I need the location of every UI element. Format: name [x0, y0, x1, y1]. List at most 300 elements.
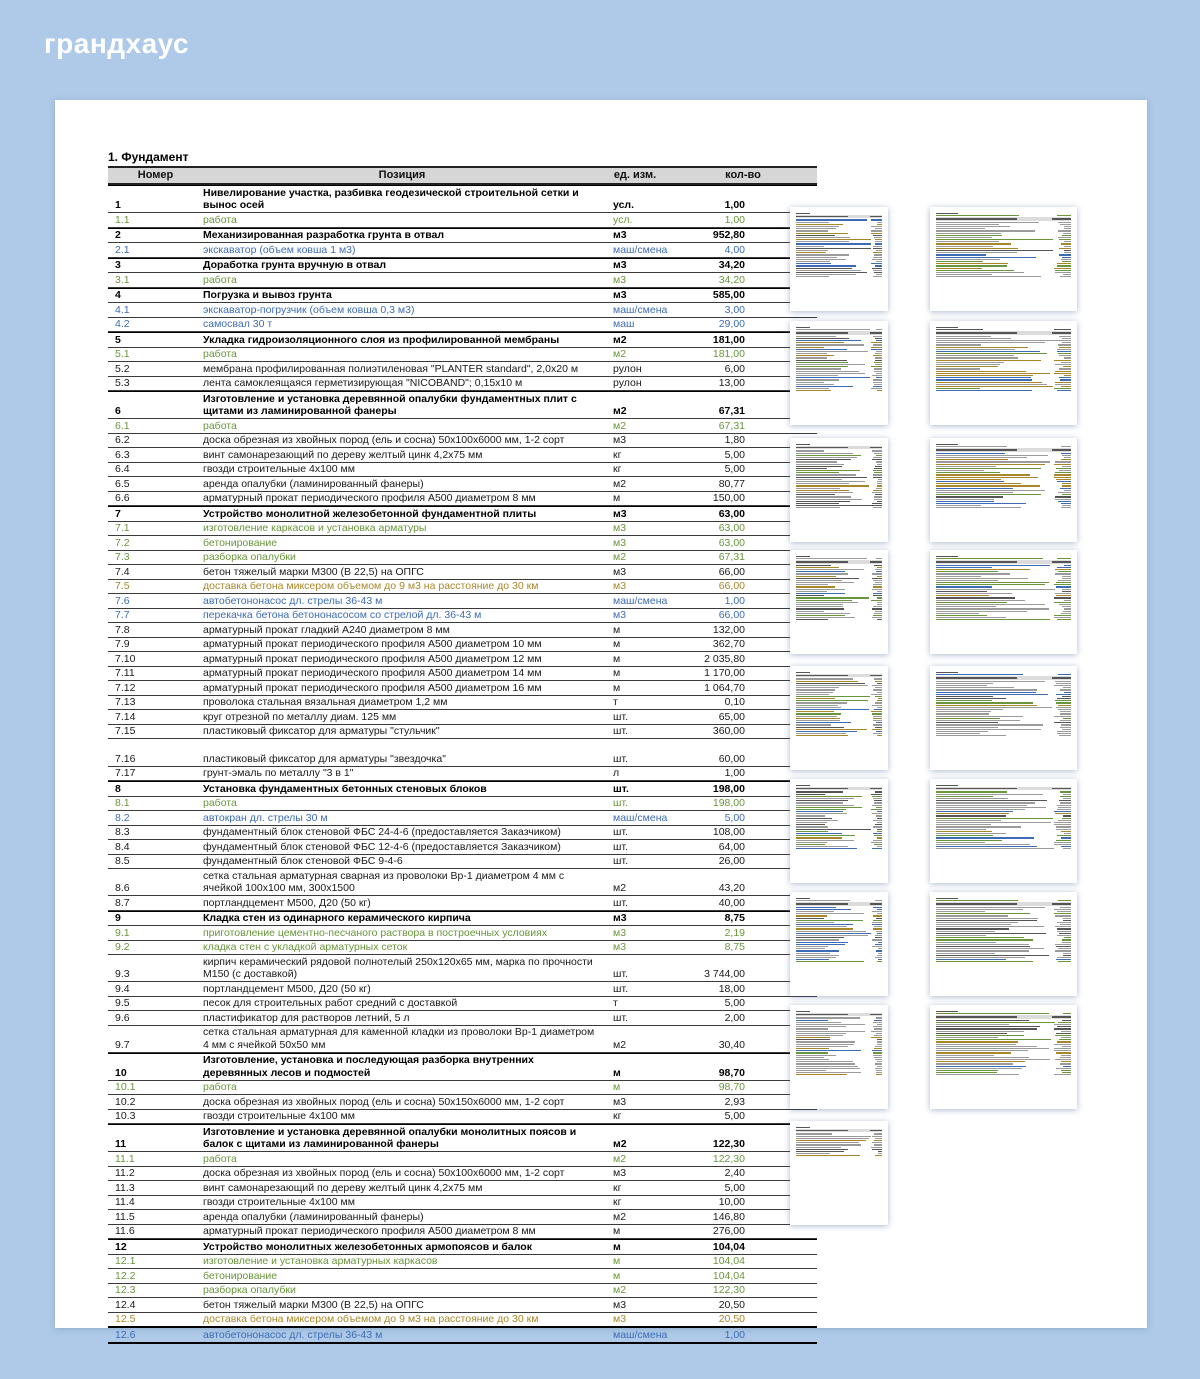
cell-quantity: 20,50 — [718, 1313, 745, 1325]
cell-quantity: 13,00 — [718, 377, 745, 389]
thumbnail-line — [936, 1063, 1071, 1064]
thumbnail-line — [936, 831, 1071, 832]
cell-unit: м2 — [613, 1284, 627, 1296]
cell-unit: кг — [613, 1110, 622, 1122]
thumbnail-line — [936, 353, 1071, 354]
thumbnail-line — [796, 457, 882, 458]
thumbnail-line — [796, 802, 882, 803]
thumbnail-line — [796, 565, 882, 566]
cell-position: разборка опалубки — [203, 551, 296, 563]
cell-unit: м2 — [613, 333, 627, 346]
thumbnail-line — [936, 837, 1071, 838]
thumbnail-line — [936, 505, 1071, 506]
cell-quantity: 67,31 — [718, 405, 745, 417]
thumbnail-line — [796, 597, 882, 598]
thumbnail-line — [936, 501, 1071, 502]
table-row — [108, 911, 817, 927]
thumbnail-line — [796, 674, 882, 677]
cell-number: 8.1 — [115, 797, 130, 809]
thumbnail-line — [796, 935, 882, 936]
thumbnail-line — [796, 505, 882, 506]
thumbnail-line — [936, 907, 1071, 908]
table-row — [108, 434, 817, 449]
thumbnail-line — [796, 798, 882, 799]
thumbnail-line — [936, 822, 1071, 823]
thumbnail-line — [936, 390, 1071, 391]
thumbnail-line — [796, 1147, 882, 1148]
cell-position: разборка опалубки — [203, 1284, 296, 1296]
thumbnail-line — [936, 604, 1071, 605]
thumbnail-line — [796, 591, 882, 592]
cell-number: 6.6 — [115, 492, 130, 504]
page-thumbnail — [790, 438, 888, 542]
cell-unit: м — [613, 667, 621, 679]
thumbnail-line — [796, 226, 882, 227]
thumbnail-line — [796, 371, 882, 372]
thumbnail-line — [936, 492, 1071, 493]
cell-quantity: 108,00 — [712, 826, 745, 838]
thumbnail-line — [936, 700, 1071, 701]
thumbnail-line — [796, 942, 882, 943]
cell-quantity: 2,93 — [724, 1095, 745, 1108]
thumbnail-line — [936, 582, 1071, 583]
thumbnail-line — [796, 678, 882, 679]
table-row — [108, 1081, 817, 1096]
thumbnail-line — [796, 342, 882, 343]
thumbnail-line — [936, 672, 1071, 673]
thumbnail-line — [796, 246, 882, 247]
thumbnail-line — [796, 224, 882, 225]
thumbnail-line — [936, 446, 1071, 447]
cell-quantity: 2,19 — [724, 926, 745, 939]
cell-unit: м2 — [613, 1038, 627, 1051]
thumbnail-line — [936, 807, 1071, 808]
thumbnail-line — [936, 617, 1071, 618]
thumbnail-line — [936, 900, 1071, 901]
thumbnail-line — [936, 1068, 1071, 1069]
thumbnail-line — [796, 270, 882, 271]
table-row — [108, 855, 817, 870]
thumbnail-line — [796, 920, 882, 921]
table-row — [108, 228, 817, 244]
cell-quantity: 65,00 — [718, 710, 745, 723]
thumbnail-line — [936, 215, 1071, 216]
cell-number: 10.3 — [115, 1110, 136, 1122]
thumbnail-line — [936, 1057, 1071, 1058]
cell-quantity: 585,00 — [712, 289, 745, 301]
thumbnail-line — [796, 613, 882, 614]
thumbnail-line — [936, 571, 1071, 572]
cell-position: песок для строительных работ средний с доставкой — [203, 997, 458, 1009]
cell-number: 6.2 — [115, 434, 130, 446]
cell-position: винт самонарезающий по дереву желтый цинк 4,2x75 мм — [203, 1181, 483, 1194]
thumbnail-line — [796, 237, 882, 238]
cell-unit: маш/смена — [613, 1328, 668, 1341]
thumbnail-line — [936, 844, 1071, 845]
cell-number: 9.6 — [115, 1011, 130, 1024]
thumbnail-line — [796, 716, 882, 717]
thumbnail-line — [936, 254, 1071, 255]
thumbnail-line — [936, 241, 1071, 242]
cell-unit: м3 — [613, 1313, 627, 1325]
thumbnail-line — [936, 261, 1071, 262]
thumbnail-line — [936, 1055, 1071, 1056]
thumbnail-line — [796, 617, 882, 618]
cell-number: 8 — [115, 782, 121, 795]
table-row — [108, 185, 817, 213]
cell-position: изготовление каркасов и установка арматуры — [203, 522, 427, 534]
cell-position: доска обрезная из хвойных пород (ель и сосна) 50x100x6000 мм, 1-2 сорт — [203, 1167, 565, 1179]
thumbnail-line — [796, 824, 882, 825]
cell-number: 5.3 — [115, 377, 130, 389]
cell-unit: м2 — [613, 419, 627, 432]
thumbnail-line — [796, 948, 882, 949]
thumbnail-line — [796, 490, 882, 491]
thumbnail-line — [936, 600, 1071, 601]
thumbnail-line — [936, 357, 1071, 358]
cell-position: круг отрезной по металлу диам. 125 мм — [203, 710, 397, 723]
table-row — [108, 1313, 817, 1329]
thumbnail-line — [936, 470, 1071, 471]
cell-position: винт самонарезающий по дереву желтый цинк 4,2x75 мм — [203, 448, 483, 461]
thumbnail-line — [796, 235, 882, 236]
cell-unit: рулон — [613, 377, 642, 389]
cell-quantity: 4,00 — [724, 243, 745, 256]
thumbnail-line — [796, 474, 882, 475]
thumbnail-line — [796, 1059, 882, 1060]
cell-number: 7.15 — [115, 725, 136, 737]
thumbnail-line — [796, 1072, 882, 1073]
cell-unit: шт. — [613, 797, 628, 809]
thumbnail-line — [796, 722, 882, 723]
thumbnail-line — [796, 696, 882, 697]
cell-position: бетон тяжелый марки М300 (В 22,5) на ОПГС — [203, 1298, 424, 1311]
cell-number: 7.13 — [115, 696, 136, 708]
thumbnail-line — [936, 228, 1071, 229]
thumbnail-line — [936, 922, 1071, 923]
thumbnail-line — [796, 1055, 882, 1056]
cell-number: 8.4 — [115, 840, 130, 853]
thumbnail-line — [796, 243, 882, 244]
cell-quantity: 8,75 — [724, 912, 745, 924]
cell-number: 12.2 — [115, 1269, 136, 1282]
thumbnail-line — [796, 567, 882, 568]
cell-position: грунт-эмаль по металлу "3 в 1" — [203, 767, 354, 779]
thumbnail-line — [936, 448, 1071, 451]
brand-logo: грандхаус — [44, 28, 190, 59]
thumbnail-line — [936, 722, 1071, 723]
page-thumbnail — [930, 207, 1077, 311]
cell-quantity: 60,00 — [718, 752, 745, 765]
thumbnail-line — [796, 826, 882, 827]
thumbnail-line — [796, 1035, 882, 1036]
thumbnail-line — [936, 961, 1071, 962]
table-row — [108, 696, 817, 711]
thumbnail-line — [796, 248, 882, 249]
thumbnail-line — [796, 485, 882, 486]
thumbnail-line — [936, 685, 1071, 686]
thumbnail-line — [936, 705, 1071, 706]
cell-number: 3.1 — [115, 273, 130, 286]
table-row — [108, 448, 817, 463]
cell-number: 11.5 — [115, 1210, 135, 1223]
thumbnail-line — [796, 276, 882, 277]
thumbnail-line — [936, 920, 1071, 921]
cell-unit: усл. — [613, 213, 633, 226]
thumbnail-line — [796, 265, 882, 266]
cell-number: 7.3 — [115, 551, 130, 563]
thumbnail-line — [936, 272, 1071, 273]
thumbnail-line — [936, 351, 1071, 352]
thumbnail-line — [796, 1129, 882, 1132]
thumbnail-line — [796, 611, 882, 612]
thumbnail-line — [936, 226, 1071, 227]
thumbnail-line — [936, 702, 1071, 703]
cell-unit: м3 — [613, 536, 627, 549]
thumbnail-line — [796, 593, 882, 594]
cell-unit: м — [613, 652, 621, 665]
thumbnail-line — [796, 1044, 882, 1045]
table-row — [108, 1095, 817, 1110]
thumbnail-line — [796, 1031, 882, 1032]
thumbnail-line — [936, 1074, 1071, 1075]
cell-quantity: 1,00 — [724, 213, 745, 226]
thumbnail-line — [936, 718, 1071, 719]
thumbnail-line — [796, 1149, 882, 1150]
thumbnail-line — [936, 494, 1071, 495]
thumbnail-line — [796, 787, 882, 790]
thumbnail-line — [936, 560, 1071, 563]
thumbnail-line — [796, 705, 882, 706]
thumbnail-line — [796, 444, 882, 445]
cell-unit: м3 — [613, 565, 627, 578]
table-row — [108, 243, 817, 258]
table-row — [108, 1026, 817, 1053]
thumbnail-line — [936, 488, 1071, 489]
table-row — [108, 377, 817, 392]
thumbnail-line — [936, 785, 1071, 786]
thumbnail-line — [796, 464, 882, 465]
thumbnail-line — [796, 692, 882, 693]
cell-unit: м — [613, 1269, 621, 1282]
cell-number: 9.1 — [115, 926, 130, 939]
thumbnail-line — [936, 911, 1071, 912]
thumbnail-line — [796, 466, 882, 467]
thumbnail-line — [936, 787, 1071, 790]
thumbnail-line — [936, 576, 1071, 577]
page-thumbnail — [790, 1121, 888, 1225]
thumbnail-line — [936, 474, 1071, 475]
thumbnail-line — [936, 250, 1071, 251]
thumbnail-line — [936, 720, 1071, 721]
thumbnail-line — [936, 939, 1071, 940]
thumbnail-line — [796, 713, 882, 714]
table-body — [108, 185, 817, 1344]
thumbnail-line — [796, 813, 882, 814]
thumbnail-line — [936, 692, 1071, 693]
thumbnail-line — [796, 364, 882, 365]
cell-quantity: 122,30 — [712, 1138, 745, 1150]
cell-position: экскаватор (объем ковша 1 м3) — [203, 243, 356, 256]
cell-unit: м3 — [613, 912, 627, 924]
thumbnail-line — [796, 1142, 882, 1143]
cell-position: доставка бетона миксером объемом до 9 м3 на расстояние до 30 км — [203, 580, 539, 592]
thumbnail-line — [796, 902, 882, 905]
cell-unit: м3 — [613, 609, 627, 621]
cell-position: арматурный прокат периодического профиля А500 диаметром 8 мм — [203, 492, 536, 504]
thumbnail-line — [936, 237, 1071, 238]
thumbnail-line — [796, 837, 882, 838]
thumbnail-line — [796, 815, 882, 816]
thumbnail-line — [936, 235, 1071, 236]
thumbnail-line — [936, 274, 1071, 275]
thumbnail-line — [796, 382, 882, 383]
thumbnail-line — [796, 368, 882, 369]
table-row — [108, 1239, 817, 1255]
cell-number: 10.2 — [115, 1095, 136, 1108]
table-row — [108, 752, 817, 767]
thumbnail-line — [936, 696, 1071, 697]
cell-number: 12 — [115, 1240, 127, 1253]
thumbnail-line — [796, 488, 882, 489]
cell-quantity: 98,70 — [718, 1066, 745, 1079]
cell-position: Механизированная разработка грунта в отвал — [203, 229, 445, 241]
thumbnail-line — [936, 496, 1071, 497]
thumbnail-line — [936, 791, 1071, 792]
thumbnail-line — [796, 898, 882, 899]
thumbnail-line — [796, 573, 882, 574]
table-row — [108, 725, 817, 740]
cell-quantity: 2,00 — [724, 1011, 745, 1024]
cell-quantity: 34,20 — [718, 259, 745, 271]
cell-number: 7.7 — [115, 609, 130, 621]
thumbnail-line — [936, 457, 1071, 458]
thumbnail-line — [936, 1033, 1071, 1034]
thumbnail-line — [796, 822, 882, 823]
thumbnail-line — [936, 840, 1071, 841]
thumbnail-line — [796, 379, 882, 380]
thumbnail-line — [936, 733, 1071, 734]
thumbnail-line — [936, 368, 1071, 369]
thumbnail-line — [936, 698, 1071, 699]
thumbnail-line — [796, 729, 882, 730]
cell-quantity: 5,00 — [724, 811, 745, 824]
cell-number: 7.14 — [115, 710, 136, 723]
thumbnail-line — [936, 918, 1071, 919]
thumbnail-line — [936, 1028, 1071, 1029]
thumbnail-line — [796, 922, 882, 923]
thumbnail-line — [796, 254, 882, 255]
thumbnail-line — [796, 450, 882, 451]
cell-position: аренда опалубки (ламинированный фанеры) — [203, 1210, 424, 1223]
thumbnail-line — [796, 833, 882, 834]
thumbnail-line — [936, 824, 1071, 825]
thumbnail-line — [796, 576, 882, 577]
cell-quantity: 1,00 — [724, 199, 745, 211]
thumbnail-line — [936, 485, 1071, 486]
thumbnail-line — [796, 1046, 882, 1047]
cell-number: 8.2 — [115, 811, 130, 824]
thumbnail-line — [936, 344, 1071, 345]
thumbnail-line — [936, 565, 1071, 566]
thumbnail-line — [936, 928, 1071, 929]
cell-number: 7.5 — [115, 580, 130, 592]
thumbnail-line — [796, 560, 882, 563]
cell-number: 11.4 — [115, 1196, 135, 1208]
thumbnail-line — [936, 1011, 1071, 1012]
page-thumbnail — [790, 1005, 888, 1109]
cell-position: мембрана профилированная полиэтиленовая "PLANTER standard", 2,0x20 м — [203, 362, 579, 375]
thumbnail-line — [796, 820, 882, 821]
cell-quantity: 181,00 — [712, 333, 745, 346]
thumbnail-line — [936, 483, 1071, 484]
cell-unit: маш/смена — [613, 594, 668, 607]
thumbnail-line — [936, 578, 1071, 579]
thumbnail-line — [936, 479, 1071, 480]
thumbnail-line — [796, 274, 882, 275]
thumbnail-line — [796, 390, 882, 391]
thumbnail-line — [796, 327, 882, 328]
thumbnail-line — [796, 331, 882, 334]
thumbnail-line — [796, 933, 882, 934]
cell-number: 2 — [115, 229, 121, 241]
thumbnail-line — [796, 459, 882, 460]
table-row — [108, 391, 817, 419]
column-header-unit: ед. изм. — [613, 169, 657, 181]
thumbnail-line — [936, 246, 1071, 247]
thumbnail-line — [936, 716, 1071, 717]
cell-number: 9 — [115, 912, 121, 924]
thumbnail-line — [796, 595, 882, 596]
thumbnail-line — [796, 453, 882, 454]
thumbnail-line — [796, 1052, 882, 1053]
thumbnail-line — [936, 461, 1071, 462]
cell-position: приготовление цементно-песчаного раствора в построечных условиях — [203, 926, 548, 939]
cell-quantity: 104,04 — [712, 1269, 745, 1282]
table-row — [108, 1298, 817, 1313]
thumbnail-line — [796, 580, 882, 581]
thumbnail-line — [936, 694, 1071, 695]
thumbnail-line — [796, 794, 882, 795]
thumbnail-line — [936, 1066, 1071, 1067]
cell-quantity: 98,70 — [718, 1081, 745, 1093]
cell-number: 5.1 — [115, 348, 130, 360]
thumbnail-line — [796, 606, 882, 607]
thumbnail-line — [796, 918, 882, 919]
thumbnail-line — [936, 689, 1071, 690]
thumbnail-line — [796, 556, 882, 557]
cell-unit: маш/смена — [613, 303, 668, 316]
cell-unit: шт. — [613, 982, 628, 995]
thumbnail-line — [796, 848, 882, 849]
cell-number: 4.1 — [115, 303, 130, 316]
cell-number: 7.2 — [115, 536, 130, 549]
cell-number: 9.5 — [115, 997, 130, 1009]
table-row — [108, 1284, 817, 1299]
table-row — [108, 840, 817, 855]
thumbnail-line — [796, 470, 882, 471]
cell-number: 7.17 — [115, 767, 136, 779]
cell-position: работа — [203, 419, 237, 432]
thumbnail-line — [796, 911, 882, 912]
thumbnail-line — [936, 1041, 1071, 1042]
thumbnail-line — [936, 926, 1071, 927]
thumbnail-line — [936, 957, 1071, 958]
column-header-position: Позиция — [378, 169, 426, 181]
cell-position: арматурный прокат гладкий А240 диаметром 8 мм — [203, 623, 450, 636]
cell-position: автобетононасос дл. стрелы 36-43 м — [203, 1328, 383, 1341]
thumbnail-line — [796, 681, 882, 682]
